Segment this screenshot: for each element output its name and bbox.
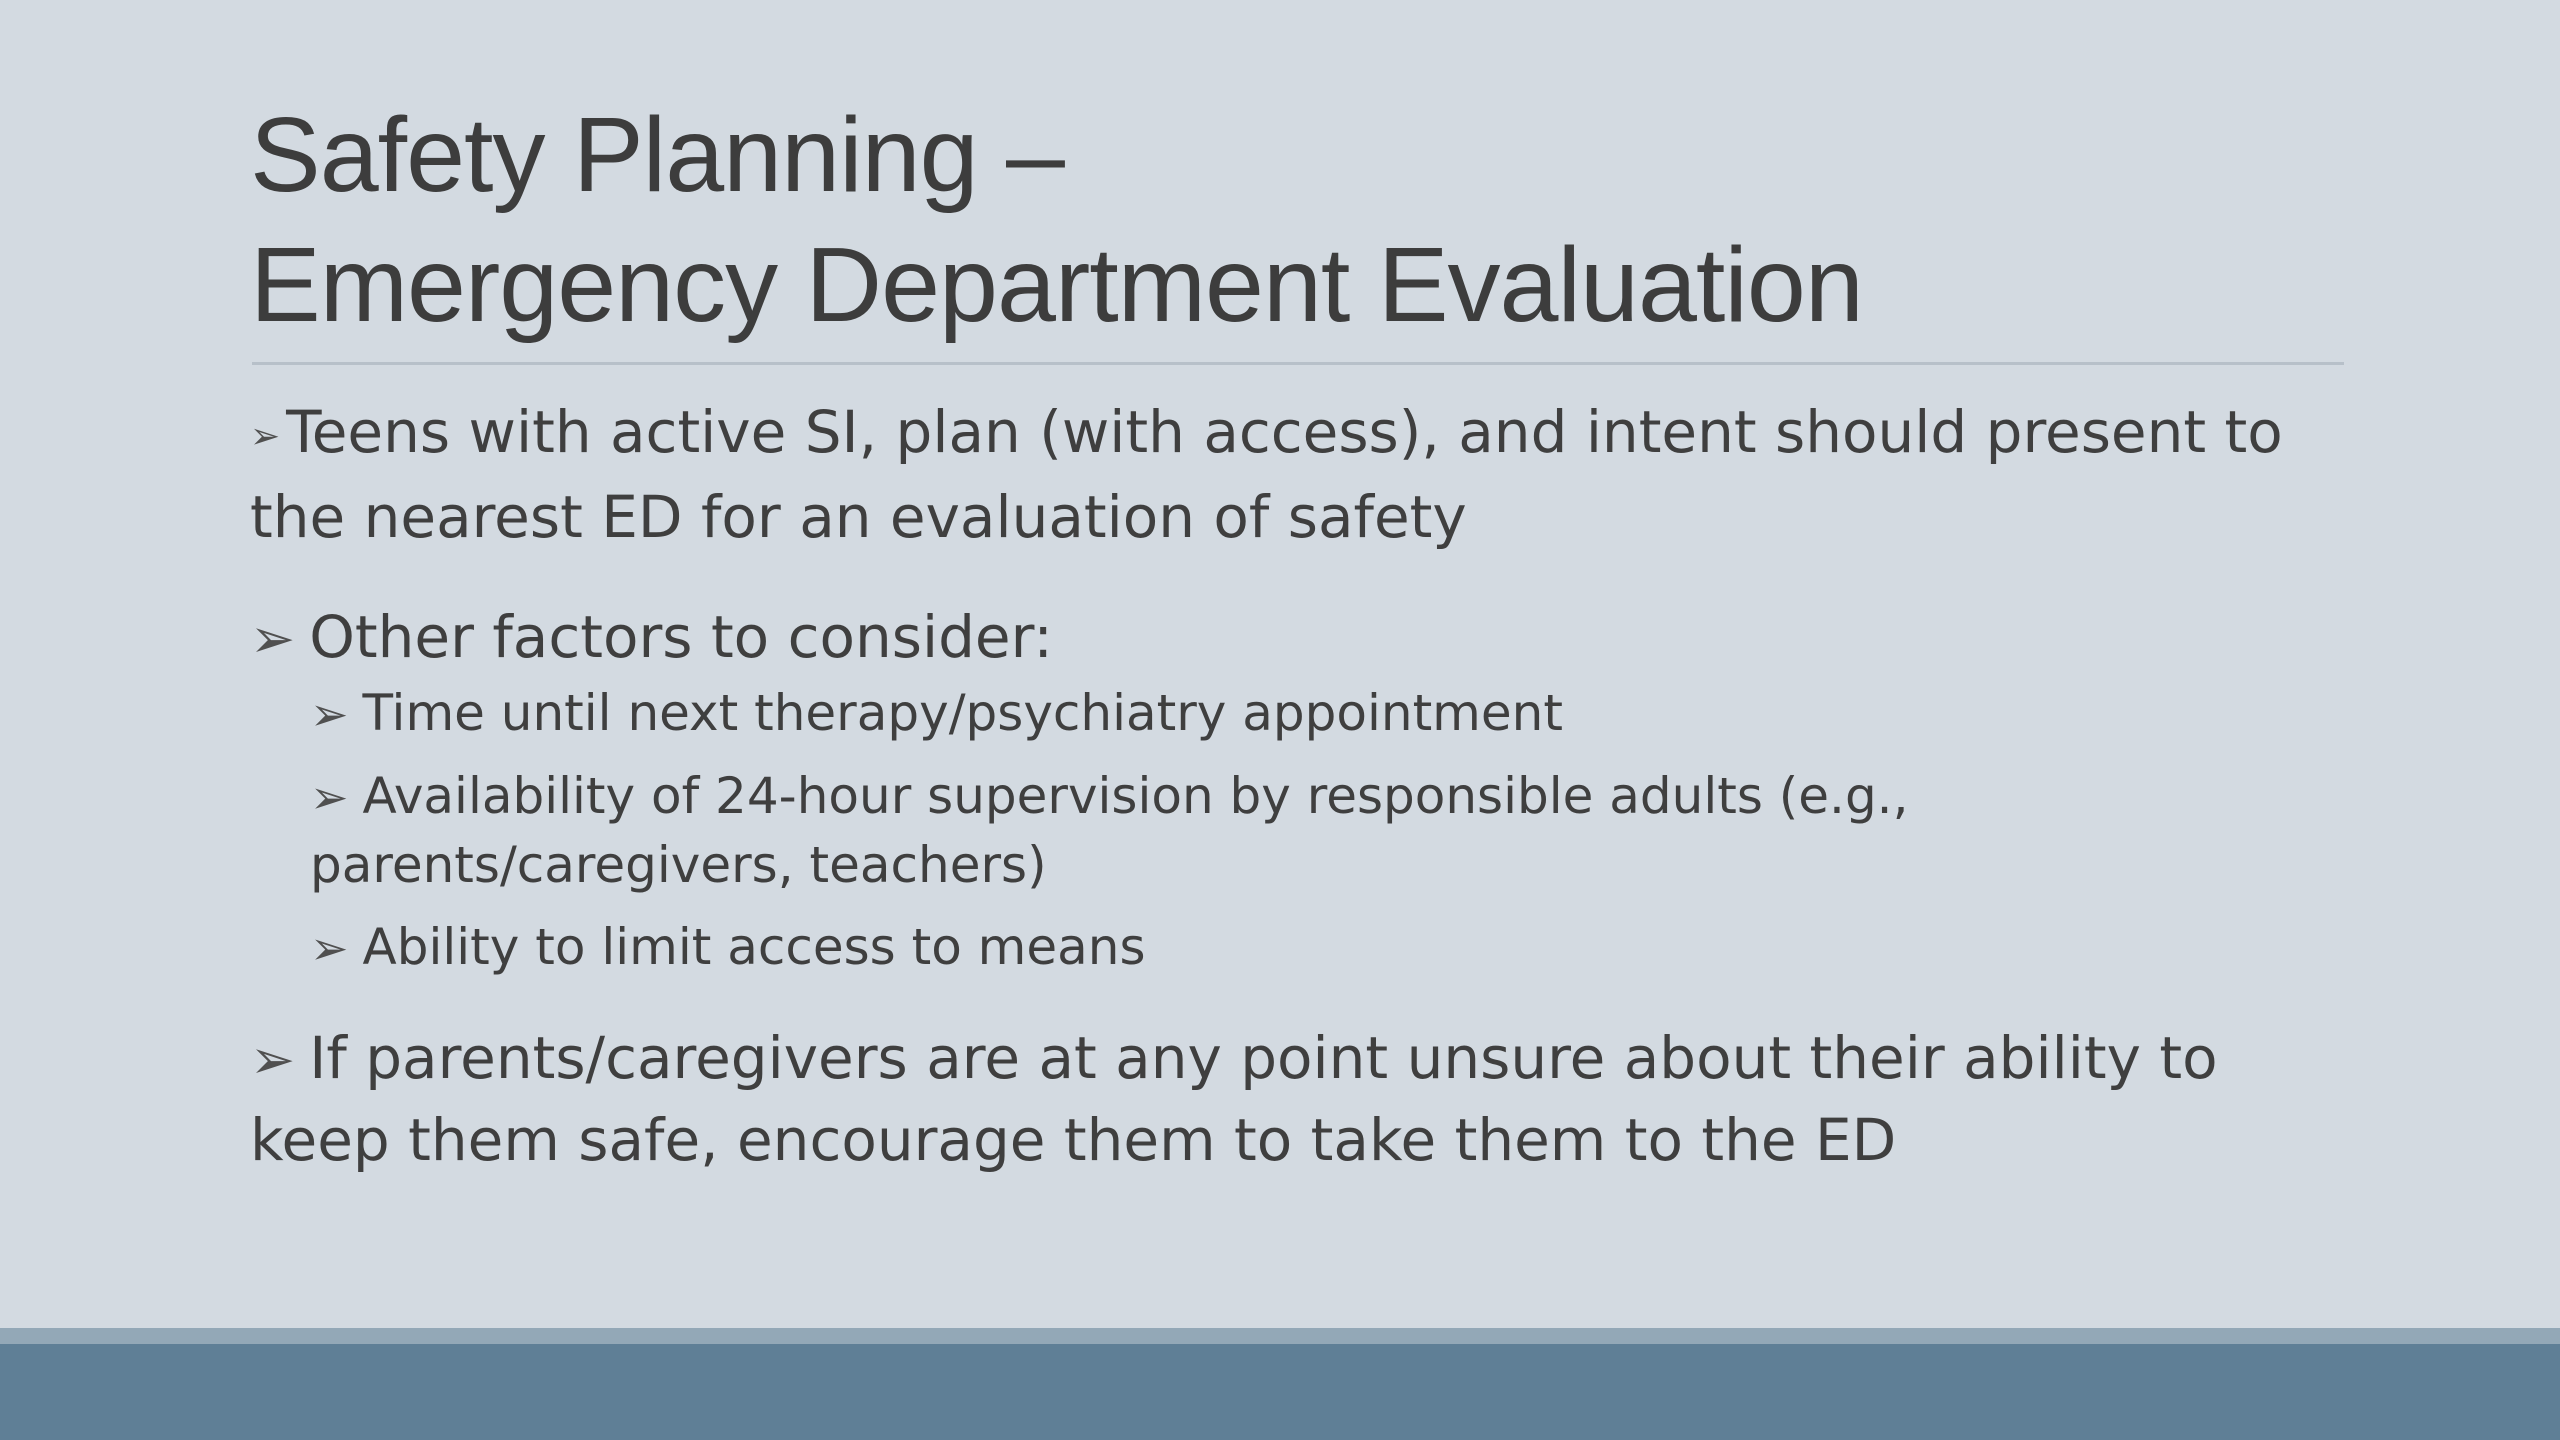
sub-bullet-item-supervision <box>230 762 2360 899</box>
sub-bullet-item-time-until-appointment <box>230 679 2360 748</box>
bullet-text: Teens with active SI, plan (with access), and intent should present to the nearest ED for an evaluation of safety <box>250 398 2283 551</box>
sub-bullet-text: Time until next therapy/psychiatry appointment <box>362 684 1563 742</box>
bullet-item-encourage-ed <box>230 1018 2360 1180</box>
arrowhead-bullet-icon: ➢ <box>310 687 349 741</box>
title-line-2: Emergency Department Evaluation <box>250 226 1863 344</box>
bullet-item-other-factors <box>230 597 2360 679</box>
footer-accent-bar <box>0 1328 2560 1344</box>
sub-bullet-item-limit-access <box>230 913 2360 982</box>
bullet-list <box>230 392 2360 1180</box>
bullet-text: Other factors to consider: <box>309 603 1053 671</box>
bullet-item-ed-evaluation <box>230 392 2360 557</box>
bullet-text: If parents/caregivers are at any point unsure about their ability to keep them safe, encourage them to take them to the ED <box>250 1024 2218 1174</box>
title-line-1: Safety Planning – <box>250 96 1064 214</box>
footer-bar <box>0 1344 2560 1440</box>
arrowhead-bullet-icon: ➢ <box>250 1028 296 1091</box>
sub-bullet-text: Availability of 24-hour supervision by responsible adults (e.g., parents/caregivers, teachers) <box>310 767 1909 894</box>
arrowhead-bullet-icon: ➢ <box>310 770 349 824</box>
title-divider <box>252 362 2344 365</box>
arrowhead-bullet-icon: ➢ <box>250 416 281 457</box>
arrowhead-bullet-icon: ➢ <box>250 607 296 670</box>
sub-bullet-text: Ability to limit access to means <box>362 918 1146 976</box>
slide-title <box>250 90 2350 350</box>
arrowhead-bullet-icon: ➢ <box>310 921 349 975</box>
